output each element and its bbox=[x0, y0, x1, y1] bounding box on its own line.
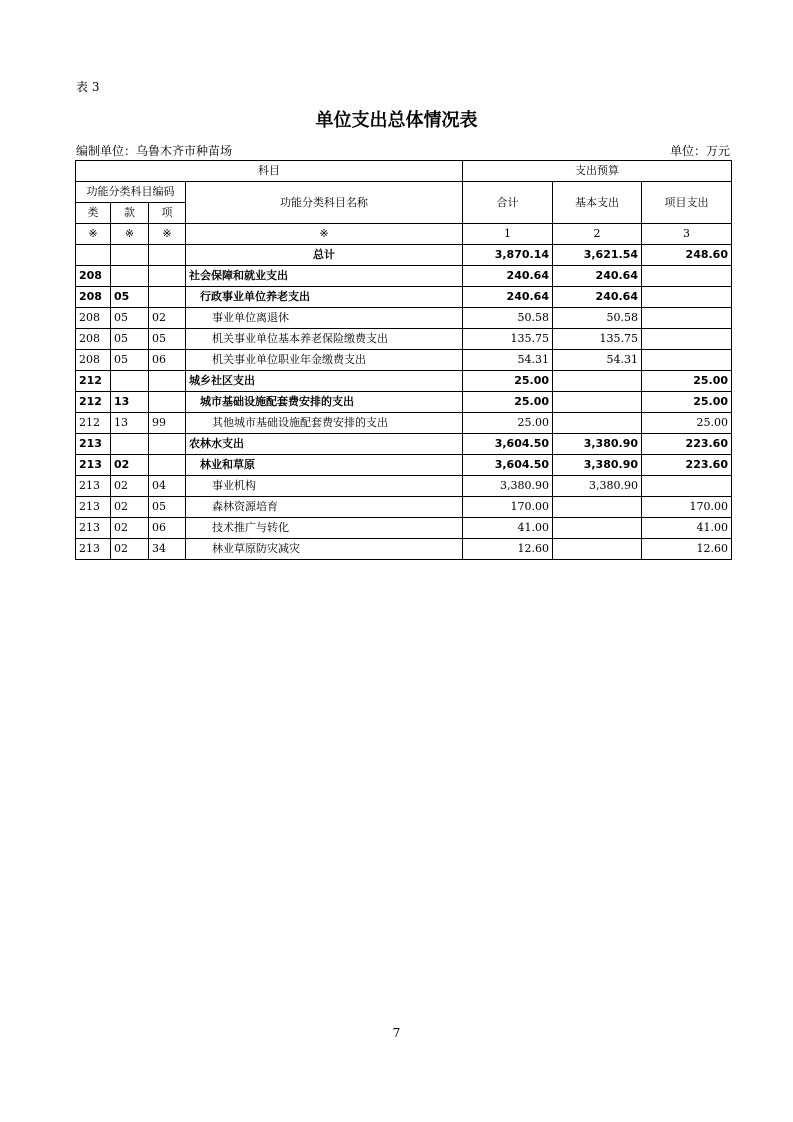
cell-name: 农林水支出 bbox=[186, 434, 463, 455]
cell-basic bbox=[553, 497, 642, 518]
table-row bbox=[76, 308, 732, 329]
cell-name: 其他城市基础设施配套费安排的支出 bbox=[186, 413, 463, 434]
cell-lei: 213 bbox=[76, 539, 111, 560]
table-row bbox=[76, 371, 732, 392]
cell-project: 41.00 bbox=[642, 518, 732, 539]
cell-basic: 3,380.90 bbox=[553, 476, 642, 497]
index-2: 2 bbox=[553, 224, 642, 245]
cell-basic: 3,380.90 bbox=[553, 455, 642, 476]
cell-name: 城乡社区支出 bbox=[186, 371, 463, 392]
cell-xiang: 34 bbox=[149, 539, 186, 560]
cell-xiang: 05 bbox=[149, 497, 186, 518]
cell-total: 3,380.90 bbox=[463, 476, 553, 497]
cell-total: 240.64 bbox=[463, 266, 553, 287]
cell-xiang bbox=[149, 371, 186, 392]
table-row bbox=[76, 455, 732, 476]
cell-xiang: 06 bbox=[149, 518, 186, 539]
header-row-4 bbox=[76, 224, 732, 245]
cell-kuan: 13 bbox=[111, 413, 149, 434]
cell-xiang bbox=[149, 266, 186, 287]
mark-kuan: ※ bbox=[111, 224, 149, 245]
org-label: 编制单位：乌鲁木齐市种苗场 bbox=[76, 144, 233, 158]
cell-basic: 240.64 bbox=[553, 266, 642, 287]
cell-kuan: 02 bbox=[111, 518, 149, 539]
cell-lei: 213 bbox=[76, 434, 111, 455]
cell-total: 50.58 bbox=[463, 308, 553, 329]
cell-kuan bbox=[111, 245, 149, 266]
cell-total: 41.00 bbox=[463, 518, 553, 539]
cell-total: 170.00 bbox=[463, 497, 553, 518]
cell-name: 机关事业单位基本养老保险缴费支出 bbox=[186, 329, 463, 350]
cell-total: 135.75 bbox=[463, 329, 553, 350]
cell-basic bbox=[553, 413, 642, 434]
table-row bbox=[76, 266, 732, 287]
cell-lei: 213 bbox=[76, 476, 111, 497]
cell-project: 25.00 bbox=[642, 371, 732, 392]
header-project: 项目支出 bbox=[642, 182, 732, 224]
cell-basic: 3,621.54 bbox=[553, 245, 642, 266]
header-basic: 基本支出 bbox=[553, 182, 642, 224]
table-row bbox=[76, 497, 732, 518]
cell-total: 54.31 bbox=[463, 350, 553, 371]
cell-kuan: 02 bbox=[111, 476, 149, 497]
cell-project bbox=[642, 308, 732, 329]
cell-xiang: 99 bbox=[149, 413, 186, 434]
cell-name: 总计 bbox=[186, 245, 463, 266]
cell-kuan: 02 bbox=[111, 539, 149, 560]
header-name: 功能分类科目名称 bbox=[186, 182, 463, 224]
cell-project: 170.00 bbox=[642, 497, 732, 518]
table-row-total bbox=[76, 245, 732, 266]
table-row bbox=[76, 476, 732, 497]
cell-project: 223.60 bbox=[642, 455, 732, 476]
cell-name: 城市基础设施配套费安排的支出 bbox=[186, 392, 463, 413]
cell-kuan: 05 bbox=[111, 350, 149, 371]
cell-total: 240.64 bbox=[463, 287, 553, 308]
table-row bbox=[76, 287, 732, 308]
cell-kuan bbox=[111, 371, 149, 392]
header-total: 合计 bbox=[463, 182, 553, 224]
unit-label: 单位：万元 bbox=[669, 144, 730, 158]
cell-lei: 208 bbox=[76, 350, 111, 371]
cell-lei: 213 bbox=[76, 497, 111, 518]
mark-xiang: ※ bbox=[149, 224, 186, 245]
cell-basic: 3,380.90 bbox=[553, 434, 642, 455]
table-row bbox=[76, 539, 732, 560]
cell-xiang bbox=[149, 245, 186, 266]
cell-project bbox=[642, 266, 732, 287]
cell-name: 机关事业单位职业年金缴费支出 bbox=[186, 350, 463, 371]
cell-basic: 50.58 bbox=[553, 308, 642, 329]
index-1: 1 bbox=[463, 224, 553, 245]
cell-xiang: 04 bbox=[149, 476, 186, 497]
index-3: 3 bbox=[642, 224, 732, 245]
cell-project bbox=[642, 350, 732, 371]
cell-basic bbox=[553, 539, 642, 560]
cell-xiang bbox=[149, 434, 186, 455]
cell-project bbox=[642, 476, 732, 497]
cell-xiang bbox=[149, 287, 186, 308]
cell-basic bbox=[553, 371, 642, 392]
cell-total: 25.00 bbox=[463, 413, 553, 434]
cell-lei: 208 bbox=[76, 329, 111, 350]
cell-kuan bbox=[111, 266, 149, 287]
cell-basic: 135.75 bbox=[553, 329, 642, 350]
cell-name: 事业单位离退休 bbox=[186, 308, 463, 329]
table-row bbox=[76, 392, 732, 413]
cell-project bbox=[642, 287, 732, 308]
cell-name: 行政事业单位养老支出 bbox=[186, 287, 463, 308]
cell-kuan: 05 bbox=[111, 287, 149, 308]
page-title: 单位支出总体情况表 bbox=[315, 110, 478, 131]
table-label: 表 3 bbox=[76, 80, 100, 94]
cell-basic: 54.31 bbox=[553, 350, 642, 371]
cell-xiang bbox=[149, 392, 186, 413]
table-row bbox=[76, 413, 732, 434]
cell-lei: 212 bbox=[76, 392, 111, 413]
header-budget: 支出预算 bbox=[463, 161, 732, 182]
cell-project: 25.00 bbox=[642, 392, 732, 413]
cell-basic bbox=[553, 518, 642, 539]
page-number: 7 bbox=[392, 1026, 401, 1040]
mark-lei: ※ bbox=[76, 224, 111, 245]
table-row bbox=[76, 434, 732, 455]
header-xiang: 项 bbox=[149, 203, 186, 224]
budget-table bbox=[75, 160, 732, 560]
cell-lei: 213 bbox=[76, 518, 111, 539]
cell-total: 25.00 bbox=[463, 392, 553, 413]
table-row bbox=[76, 518, 732, 539]
cell-xiang: 02 bbox=[149, 308, 186, 329]
cell-name: 林业草原防灾减灾 bbox=[186, 539, 463, 560]
cell-total: 25.00 bbox=[463, 371, 553, 392]
cell-xiang: 06 bbox=[149, 350, 186, 371]
cell-name: 事业机构 bbox=[186, 476, 463, 497]
header-row-1 bbox=[76, 161, 732, 182]
cell-name: 林业和草原 bbox=[186, 455, 463, 476]
cell-name: 森林资源培育 bbox=[186, 497, 463, 518]
cell-project: 223.60 bbox=[642, 434, 732, 455]
cell-xiang bbox=[149, 455, 186, 476]
header-row-2 bbox=[76, 182, 732, 203]
cell-kuan: 13 bbox=[111, 392, 149, 413]
table-row bbox=[76, 329, 732, 350]
cell-lei: 208 bbox=[76, 287, 111, 308]
cell-name: 技术推广与转化 bbox=[186, 518, 463, 539]
cell-total: 12.60 bbox=[463, 539, 553, 560]
cell-total: 3,604.50 bbox=[463, 455, 553, 476]
cell-lei: 212 bbox=[76, 371, 111, 392]
cell-project bbox=[642, 329, 732, 350]
cell-lei: 208 bbox=[76, 266, 111, 287]
cell-kuan: 05 bbox=[111, 329, 149, 350]
cell-kuan: 02 bbox=[111, 497, 149, 518]
cell-kuan: 02 bbox=[111, 455, 149, 476]
cell-name: 社会保障和就业支出 bbox=[186, 266, 463, 287]
cell-xiang: 05 bbox=[149, 329, 186, 350]
cell-basic: 240.64 bbox=[553, 287, 642, 308]
cell-basic bbox=[553, 392, 642, 413]
cell-total: 3,870.14 bbox=[463, 245, 553, 266]
mark-name: ※ bbox=[186, 224, 463, 245]
cell-project: 248.60 bbox=[642, 245, 732, 266]
header-code-group: 功能分类科目编码 bbox=[76, 182, 186, 203]
table-row bbox=[76, 350, 732, 371]
cell-lei bbox=[76, 245, 111, 266]
cell-project: 25.00 bbox=[642, 413, 732, 434]
cell-kuan: 05 bbox=[111, 308, 149, 329]
cell-lei: 208 bbox=[76, 308, 111, 329]
cell-total: 3,604.50 bbox=[463, 434, 553, 455]
cell-kuan bbox=[111, 434, 149, 455]
header-lei: 类 bbox=[76, 203, 111, 224]
header-kuan: 款 bbox=[111, 203, 149, 224]
cell-project: 12.60 bbox=[642, 539, 732, 560]
header-subject: 科目 bbox=[76, 161, 463, 182]
cell-lei: 212 bbox=[76, 413, 111, 434]
cell-lei: 213 bbox=[76, 455, 111, 476]
